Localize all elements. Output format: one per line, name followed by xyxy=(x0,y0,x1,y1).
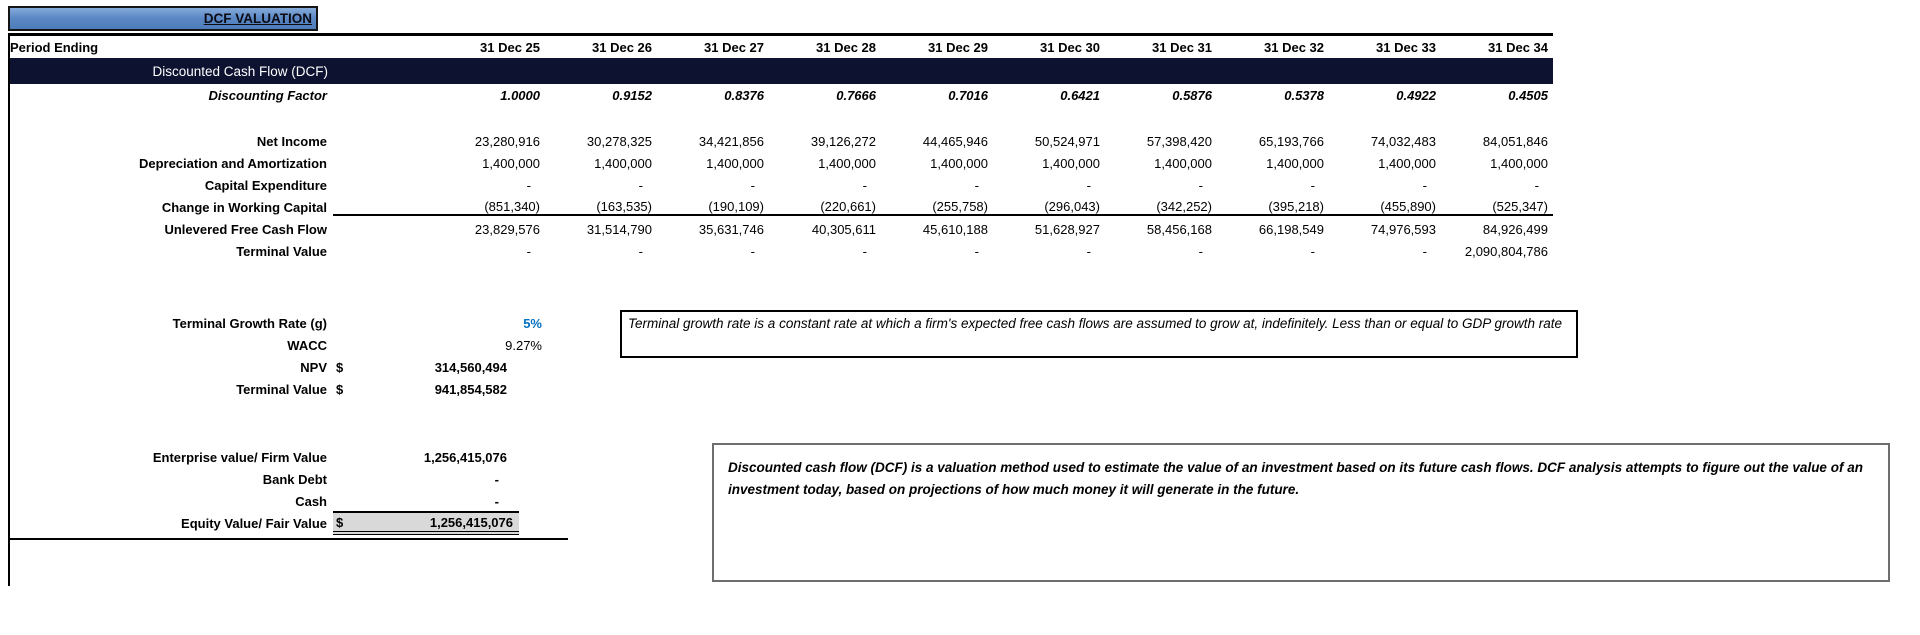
bank-debt-value[interactable]: - xyxy=(494,471,499,487)
unlevered-fcf-value[interactable]: 31,514,790 xyxy=(586,221,652,237)
depreciation-amortization-value[interactable]: 1,400,000 xyxy=(1042,155,1100,171)
depreciation-amortization-label[interactable]: Depreciation and Amortization xyxy=(138,155,327,171)
net-income-value[interactable]: 57,398,420 xyxy=(1146,133,1212,149)
change-working-capital-values xyxy=(333,199,1553,216)
unlevered-fcf-value[interactable]: 40,305,611 xyxy=(811,221,876,237)
row-change-working-capital xyxy=(8,196,1553,218)
cash-row xyxy=(8,490,519,512)
row-unlevered-fcf xyxy=(8,218,1553,240)
discounting-factor-values xyxy=(333,88,1553,103)
discounting-factor-value[interactable]: 0.4505 xyxy=(1508,87,1548,103)
terminal-growth-rate-row xyxy=(8,312,546,334)
capital-expenditure-value[interactable]: - xyxy=(638,177,643,193)
terminal-value-value[interactable]: 2,090,804,786 xyxy=(1464,243,1548,259)
capital-expenditure-value[interactable]: - xyxy=(1310,177,1315,193)
period-header-row xyxy=(8,33,1553,58)
terminal-value-value[interactable]: - xyxy=(638,243,643,259)
unlevered-fcf-value[interactable]: 84,926,499 xyxy=(1482,221,1548,237)
period-header[interactable]: 31 Dec 28 xyxy=(816,39,876,55)
net-income-value[interactable]: 74,032,483 xyxy=(1370,133,1436,149)
terminal-value-value[interactable]: - xyxy=(1198,243,1203,259)
npv-label[interactable]: NPV xyxy=(300,359,327,375)
capital-expenditure-value[interactable]: - xyxy=(974,177,979,193)
unlevered-fcf-value[interactable]: 74,976,593 xyxy=(1370,221,1436,237)
unlevered-fcf-value[interactable]: 51,628,927 xyxy=(1034,221,1100,237)
terminal-value-value[interactable]: - xyxy=(1310,243,1315,259)
period-header[interactable]: 31 Dec 27 xyxy=(704,39,764,55)
change-working-capital-value[interactable]: (395,218) xyxy=(1268,198,1324,214)
terminal-value-value[interactable]: - xyxy=(974,243,979,259)
unlevered-fcf-value[interactable]: 58,456,168 xyxy=(1146,221,1212,237)
dollar-spacer xyxy=(333,244,353,259)
depreciation-amortization-value[interactable]: 1,400,000 xyxy=(1154,155,1212,171)
change-working-capital-value[interactable]: (255,758) xyxy=(932,198,988,214)
discounting-factor-value[interactable]: 0.7666 xyxy=(836,87,876,103)
period-header[interactable]: 31 Dec 33 xyxy=(1376,39,1436,55)
depreciation-amortization-value[interactable]: 1,400,000 xyxy=(482,155,540,171)
cashflow-table xyxy=(8,33,1553,262)
row-discounting-factor xyxy=(8,84,1553,106)
capital-expenditure-value[interactable]: - xyxy=(1086,177,1091,193)
equity-value-highlight-cell[interactable] xyxy=(333,511,519,535)
depreciation-amortization-value[interactable]: 1,400,000 xyxy=(1490,155,1548,171)
cash-label[interactable]: Cash xyxy=(295,493,327,509)
dollar-spacer xyxy=(333,222,353,237)
depreciation-amortization-values xyxy=(333,156,1553,171)
bank-debt-label[interactable]: Bank Debt xyxy=(262,471,327,487)
left-border-line xyxy=(8,33,10,586)
wacc-row xyxy=(8,334,546,356)
row-terminal-value xyxy=(8,240,1553,262)
discounting-factor-value[interactable]: 0.5876 xyxy=(1172,87,1212,103)
row-spacer xyxy=(8,106,1553,130)
change-working-capital-value[interactable]: (163,535) xyxy=(596,198,652,214)
sheet-title[interactable]: DCF VALUATION xyxy=(8,6,318,31)
net-income-value[interactable]: 39,126,272 xyxy=(810,133,876,149)
terminal-value-pv-row xyxy=(8,378,546,400)
period-header[interactable]: 31 Dec 31 xyxy=(1152,39,1212,55)
net-income-values xyxy=(333,134,1553,149)
period-header-cells xyxy=(333,40,1553,55)
cash-value[interactable]: - xyxy=(494,493,499,509)
bank-debt-row xyxy=(8,468,519,490)
bottom-border-line xyxy=(8,538,568,540)
change-working-capital-value[interactable]: (342,252) xyxy=(1156,198,1212,214)
discounting-factor-value[interactable]: 0.6421 xyxy=(1060,87,1100,103)
change-working-capital-value[interactable]: (190,109) xyxy=(708,198,764,214)
depreciation-amortization-value[interactable]: 1,400,000 xyxy=(930,155,988,171)
terminal-value-pv-dollar[interactable]: $ xyxy=(336,381,344,397)
npv-row xyxy=(8,356,546,378)
period-header[interactable]: 31 Dec 34 xyxy=(1488,39,1548,55)
period-header[interactable]: 31 Dec 25 xyxy=(480,39,540,55)
discounting-factor-value[interactable]: 0.5378 xyxy=(1284,87,1324,103)
equity-value-label[interactable]: Equity Value/ Fair Value xyxy=(181,515,327,531)
assumptions-block xyxy=(8,312,546,400)
capital-expenditure-value[interactable]: - xyxy=(750,177,755,193)
unlevered-fcf-value[interactable]: 66,198,549 xyxy=(1258,221,1324,237)
depreciation-amortization-value[interactable]: 1,400,000 xyxy=(706,155,764,171)
dollar-spacer xyxy=(333,156,353,171)
discounting-factor-value[interactable]: 0.8376 xyxy=(724,87,764,103)
unlevered-fcf-label[interactable]: Unlevered Free Cash Flow xyxy=(164,221,327,237)
capital-expenditure-value[interactable]: - xyxy=(1198,177,1203,193)
discounting-factor-value[interactable]: 0.4922 xyxy=(1396,87,1436,103)
period-header[interactable]: 31 Dec 30 xyxy=(1040,39,1100,55)
capital-expenditure-value[interactable]: - xyxy=(1422,177,1427,193)
capital-expenditure-label[interactable]: Capital Expenditure xyxy=(204,177,327,193)
enterprise-value-row xyxy=(8,446,519,468)
terminal-growth-note[interactable]: Terminal growth rate is a constant rate at which a firm's expected free cash flows are assumed to grow at, indefinitely. Less than or equal to GDP growth rate xyxy=(620,310,1578,358)
change-working-capital-value[interactable]: (851,340) xyxy=(484,198,540,214)
depreciation-amortization-value[interactable]: 1,400,000 xyxy=(818,155,876,171)
section-header-band xyxy=(8,58,1553,84)
discounting-factor-value[interactable]: 0.9152 xyxy=(612,87,652,103)
equity-value-row xyxy=(8,512,519,534)
dollar-spacer xyxy=(333,88,353,103)
terminal-value-value[interactable]: - xyxy=(862,243,867,259)
row-capital-expenditure xyxy=(8,174,1553,196)
terminal-value-values xyxy=(333,244,1553,259)
terminal-value-value[interactable]: - xyxy=(1086,243,1091,259)
depreciation-amortization-value[interactable]: 1,400,000 xyxy=(1378,155,1436,171)
dollar-spacer xyxy=(333,199,353,214)
terminal-value-pv-value[interactable]: 941,854,582 xyxy=(434,381,507,397)
period-header[interactable]: 31 Dec 29 xyxy=(928,39,988,55)
enterprise-value-label[interactable]: Enterprise value/ Firm Value xyxy=(152,449,327,465)
capital-expenditure-values xyxy=(333,178,1553,193)
discounting-factor-value[interactable]: 0.7016 xyxy=(948,87,988,103)
discounting-factor-label[interactable]: Discounting Factor xyxy=(208,87,327,103)
equity-value-dollar[interactable]: $ xyxy=(336,514,344,530)
valuation-block xyxy=(8,446,519,534)
unlevered-fcf-values xyxy=(333,222,1553,237)
change-working-capital-value[interactable]: (296,043) xyxy=(1044,198,1100,214)
net-income-value[interactable]: 50,524,971 xyxy=(1034,133,1100,149)
capital-expenditure-value[interactable]: - xyxy=(1534,177,1539,193)
depreciation-amortization-value[interactable]: 1,400,000 xyxy=(594,155,652,171)
section-header-label[interactable]: Discounted Cash Flow (DCF) xyxy=(152,63,328,79)
change-working-capital-value[interactable]: (525,347) xyxy=(1492,198,1548,214)
terminal-value-pv-label[interactable]: Terminal Value xyxy=(236,381,327,397)
net-income-value[interactable]: 44,465,946 xyxy=(922,133,988,149)
capital-expenditure-value[interactable]: - xyxy=(862,177,867,193)
cashflow-rows xyxy=(8,84,1553,262)
enterprise-value-value[interactable]: 1,256,415,076 xyxy=(423,449,507,465)
period-header[interactable]: 31 Dec 26 xyxy=(592,39,652,55)
net-income-value[interactable]: 84,051,846 xyxy=(1482,133,1548,149)
change-working-capital-value[interactable]: (455,890) xyxy=(1380,198,1436,214)
terminal-growth-rate-value[interactable]: 5% xyxy=(523,315,542,331)
change-working-capital-label[interactable]: Change in Working Capital xyxy=(161,199,327,215)
unlevered-fcf-value[interactable]: 35,631,746 xyxy=(698,221,764,237)
terminal-value-label[interactable]: Terminal Value xyxy=(236,243,327,259)
depreciation-amortization-value[interactable]: 1,400,000 xyxy=(1266,155,1324,171)
dollar-spacer xyxy=(333,40,353,55)
row-depreciation-amortization xyxy=(8,152,1553,174)
terminal-value-value[interactable]: - xyxy=(750,243,755,259)
capital-expenditure-value[interactable]: - xyxy=(526,177,531,193)
net-income-value[interactable]: 65,193,766 xyxy=(1258,133,1324,149)
period-ending-label[interactable]: Period Ending xyxy=(10,39,99,55)
terminal-value-value[interactable]: - xyxy=(1422,243,1427,259)
equity-value-value[interactable]: 1,256,415,076 xyxy=(429,514,513,530)
npv-dollar[interactable]: $ xyxy=(336,359,344,375)
change-working-capital-value[interactable]: (220,661) xyxy=(820,198,876,214)
dcf-description[interactable]: Discounted cash flow (DCF) is a valuation method used to estimate the value of an investment based on its future cash flows. DCF analysis attempts to figure out the value of an investment today, based on projections of how much money it will generate in the future. xyxy=(712,443,1890,582)
net-income-value[interactable]: 23,280,916 xyxy=(474,133,540,149)
unlevered-fcf-value[interactable]: 45,610,188 xyxy=(922,221,988,237)
net-income-value[interactable]: 30,278,325 xyxy=(586,133,652,149)
row-net-income xyxy=(8,130,1553,152)
wacc-value[interactable]: 9.27% xyxy=(505,337,542,353)
period-header[interactable]: 31 Dec 32 xyxy=(1264,39,1324,55)
discounting-factor-value[interactable]: 1.0000 xyxy=(500,87,540,103)
terminal-growth-rate-label[interactable]: Terminal Growth Rate (g) xyxy=(172,315,327,331)
dollar-spacer xyxy=(333,178,353,193)
wacc-label[interactable]: WACC xyxy=(287,337,327,353)
net-income-label[interactable]: Net Income xyxy=(256,133,327,149)
unlevered-fcf-value[interactable]: 23,829,576 xyxy=(474,221,540,237)
terminal-value-value[interactable]: - xyxy=(526,243,531,259)
net-income-value[interactable]: 34,421,856 xyxy=(698,133,764,149)
dollar-spacer xyxy=(333,134,353,149)
npv-value[interactable]: 314,560,494 xyxy=(434,359,507,375)
